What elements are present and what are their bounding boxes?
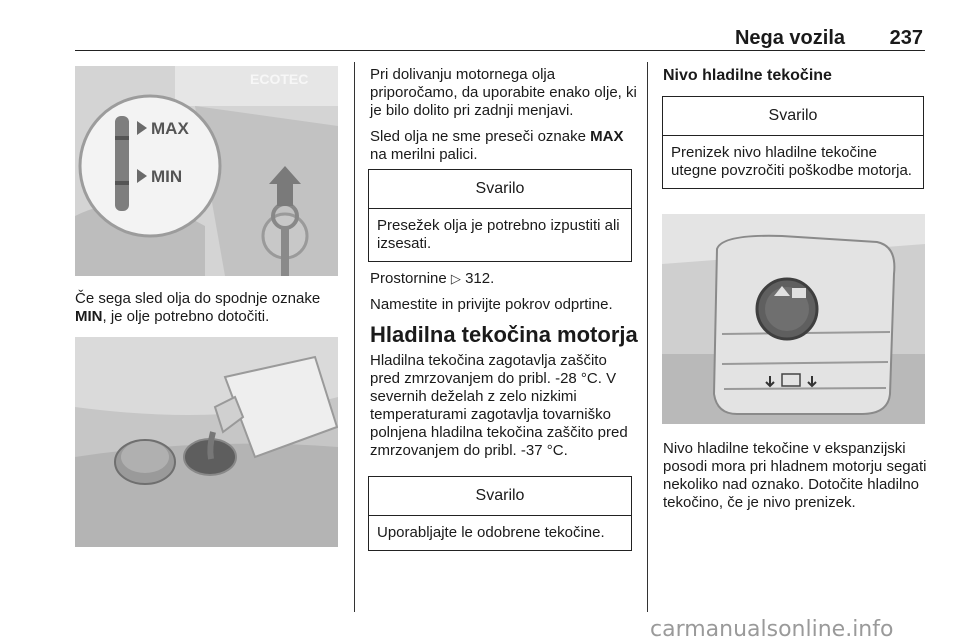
- max-mark-label: MAX: [151, 119, 189, 138]
- figure-embossed-text: ECOTEC: [250, 71, 309, 87]
- section-heading-coolant-level: Nivo hladilne tekočine: [663, 67, 832, 84]
- min-instruction: Če sega sled olja do spodnje oznake MIN, je olje potrebno dotočiti.: [75, 290, 321, 325]
- max-instruction: Sled olja ne sme preseči oznake MAX na merilni palici.: [370, 128, 624, 163]
- column-1-text: [75, 290, 343, 334]
- section-heading-coolant: Hladilna tekočina motorja: [370, 322, 638, 347]
- column-3-heading-wrap: [663, 66, 928, 86]
- coolant-protection-text: Hladilna tekočina zagotavlja zaščito pred zmrzovanjem do pribl. -28 °C. V severnih deželah z zelo nizkimi temperaturami zagotavlja tovarniško polnjena hladilna tekočina zaščito pred zmrzovanjem do pribl. -37 °C.: [370, 352, 628, 459]
- oil-recommendation: Pri dolivanju motornega olja priporočamo, da uporabite enako olje, ki je bilo dolito pri zadnji menjavi.: [370, 66, 637, 119]
- oil-refill-figure: [75, 337, 338, 547]
- coolant-reservoir-figure: [662, 214, 925, 424]
- warning-body: Prenizek nivo hladilne tekočine utegne povzročiti poškodbe motorja.: [671, 144, 912, 179]
- column-3-text: [663, 440, 931, 520]
- column-divider-2: [647, 62, 648, 612]
- page-reference-icon: ▷: [450, 271, 461, 286]
- min-mark-label: MIN: [151, 167, 183, 186]
- warning-body: Uporabljajte le odobrene tekočine.: [377, 524, 605, 541]
- coolant-level-text: Nivo hladilne tekočine v ekspanzijski posodi mora pri hladnem motorju segati nekoliko nad oznako. Dotočite hladilno tekočino, če je nivo prenizek.: [663, 440, 927, 511]
- capacities-reference: Prostornine ▷ 312.: [370, 270, 495, 287]
- watermark: carmanualsonline.info: [650, 617, 894, 642]
- warning-box-excess-oil: [368, 169, 632, 262]
- running-header-title: Nega vozila: [734, 27, 845, 49]
- page-number: 237: [889, 27, 923, 49]
- header-rule: [75, 50, 925, 51]
- dipstick-figure: [75, 66, 338, 276]
- warning-title: Svarilo: [663, 97, 923, 136]
- column-divider-1: [354, 62, 355, 612]
- warning-title: Svarilo: [369, 477, 631, 516]
- warning-box-low-coolant: [662, 96, 924, 189]
- close-cap-instruction: Namestite in privijte pokrov odprtine.: [370, 296, 613, 313]
- warning-box-approved-fluids: [368, 476, 632, 551]
- column-2-text-lower: [370, 270, 638, 468]
- column-2-text: [370, 66, 638, 172]
- warning-body: Presežek olja je potrebno izpustiti ali izsesati.: [377, 217, 620, 252]
- warning-title: Svarilo: [369, 170, 631, 209]
